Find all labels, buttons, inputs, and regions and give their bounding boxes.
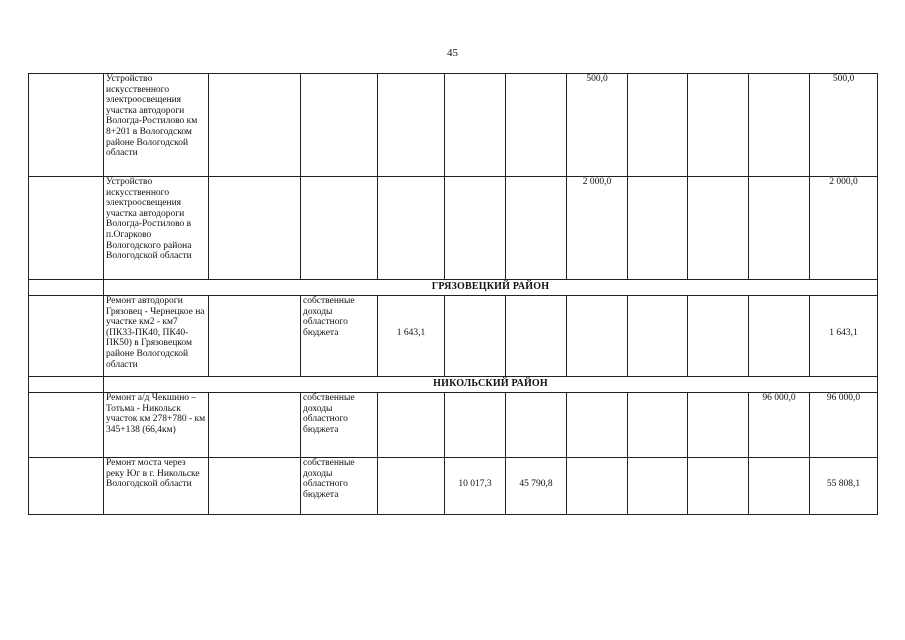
value-cell xyxy=(506,74,567,177)
value-cell: 45 790,8 xyxy=(506,458,567,515)
blank-cell xyxy=(29,377,104,393)
value-cell xyxy=(628,74,688,177)
table-row xyxy=(29,177,878,280)
source-cell xyxy=(301,177,378,280)
blank-cell xyxy=(209,393,301,458)
blank-cell xyxy=(29,296,104,377)
value-cell xyxy=(688,458,749,515)
table-row xyxy=(29,458,878,515)
value-cell: 96 000,0 xyxy=(749,393,810,458)
value-cell: 10 017,3 xyxy=(445,458,506,515)
value-cell: 2 000,0 xyxy=(567,177,628,280)
value-cell xyxy=(749,74,810,177)
blank-cell xyxy=(209,177,301,280)
table-row xyxy=(29,296,878,377)
value-cell: 500,0 xyxy=(567,74,628,177)
total-cell: 55 808,1 xyxy=(810,458,878,515)
table-row xyxy=(29,74,878,177)
description-cell: Ремонт а/д Чекшино – Тотьма - Никольск участок км 278+780 - км 345+138 (66,4км) xyxy=(104,393,209,458)
value-cell xyxy=(628,458,688,515)
value-cell: 1 643,1 xyxy=(378,296,445,377)
section-row xyxy=(29,377,878,393)
value-cell xyxy=(688,177,749,280)
value-cell xyxy=(378,458,445,515)
budget-table xyxy=(28,73,878,515)
value-cell xyxy=(628,177,688,280)
value-cell xyxy=(628,393,688,458)
value-cell xyxy=(445,393,506,458)
total-cell: 2 000,0 xyxy=(810,177,878,280)
value-cell xyxy=(445,177,506,280)
description-cell: Ремонт автодороги Грязовец - Чернецкое на участке км2 - км7 (ПК33-ПК40, ПК40-ПК50) в Грязовецком районе Вологодской области xyxy=(104,296,209,377)
page-number: 45 xyxy=(447,47,458,59)
blank-cell xyxy=(29,74,104,177)
value-cell xyxy=(749,177,810,280)
value-cell xyxy=(749,458,810,515)
source-cell: собственные доходы областного бюджета xyxy=(301,458,378,515)
blank-cell xyxy=(209,74,301,177)
value-cell xyxy=(628,296,688,377)
blank-cell xyxy=(209,296,301,377)
description-cell: Ремонт моста через реку Юг в г. Никольске Вологодской области xyxy=(104,458,209,515)
total-cell: 1 643,1 xyxy=(810,296,878,377)
value-cell xyxy=(445,74,506,177)
value-cell xyxy=(688,296,749,377)
table-row xyxy=(29,393,878,458)
value-cell xyxy=(506,296,567,377)
blank-cell xyxy=(29,458,104,515)
value-cell xyxy=(688,393,749,458)
total-cell: 96 000,0 xyxy=(810,393,878,458)
value-cell xyxy=(567,393,628,458)
value-cell xyxy=(506,393,567,458)
value-cell xyxy=(567,458,628,515)
value-cell xyxy=(506,177,567,280)
section-title: НИКОЛЬСКИЙ РАЙОН xyxy=(104,377,878,393)
blank-cell xyxy=(209,458,301,515)
value-cell xyxy=(567,296,628,377)
total-cell: 500,0 xyxy=(810,74,878,177)
value-cell xyxy=(378,177,445,280)
source-cell: собственные доходы областного бюджета xyxy=(301,393,378,458)
source-cell: собственные доходы областного бюджета xyxy=(301,296,378,377)
value-cell xyxy=(378,74,445,177)
value-cell xyxy=(445,296,506,377)
value-cell xyxy=(378,393,445,458)
value-cell xyxy=(749,296,810,377)
blank-cell xyxy=(29,177,104,280)
section-row xyxy=(29,280,878,296)
description-cell: Устройство искусственного электроосвещения участка автодороги Вологда-Ростилово в п.Огарково Вологодского района Вологодской области xyxy=(104,177,209,280)
description-cell: Устройство искусственного электроосвещения участка автодороги Вологда-Ростилово км 8+201 в Вологодском районе Вологодской области xyxy=(104,74,209,177)
value-cell xyxy=(688,74,749,177)
blank-cell xyxy=(29,393,104,458)
source-cell xyxy=(301,74,378,177)
blank-cell xyxy=(29,280,104,296)
section-title: ГРЯЗОВЕЦКИЙ РАЙОН xyxy=(104,280,878,296)
